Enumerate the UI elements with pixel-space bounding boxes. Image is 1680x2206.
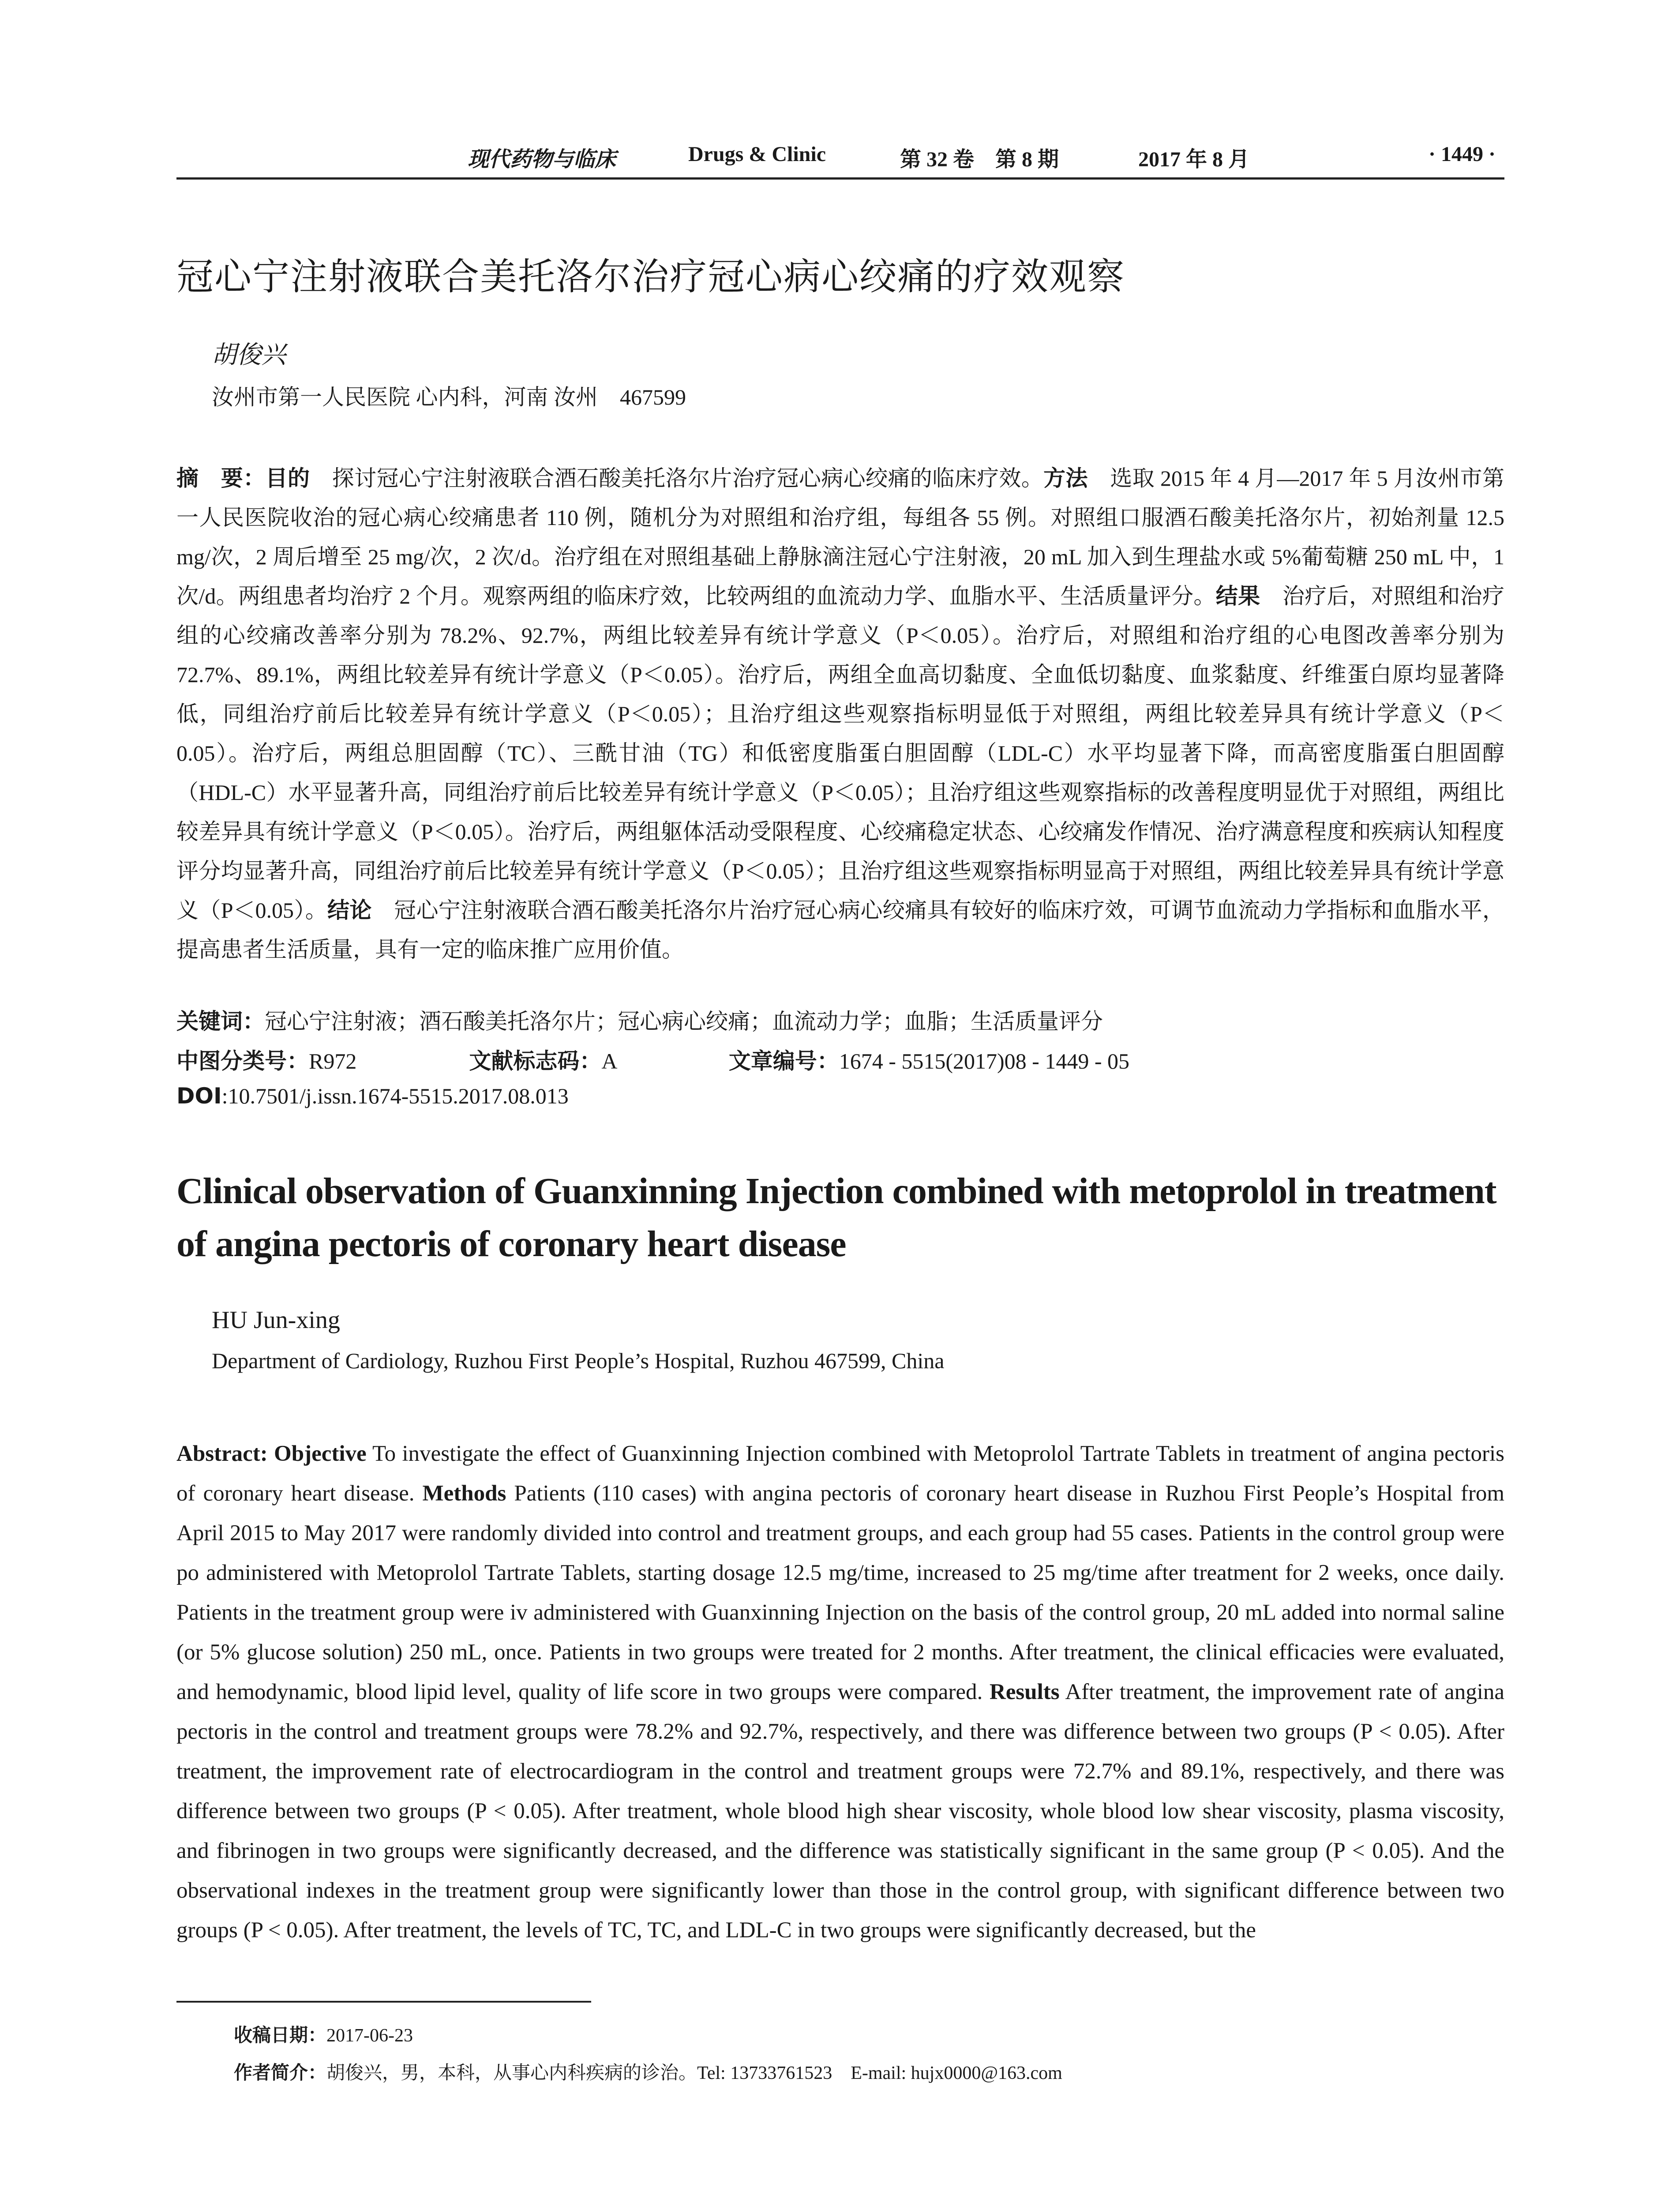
article-no-value: 1674 - 5515(2017)08 - 1449 - 05 [839, 1049, 1129, 1073]
page-number: · 1449 · [1428, 143, 1496, 166]
results-label-en: Results [989, 1680, 1060, 1704]
article-no-label: 文章编号： [728, 1048, 839, 1074]
keywords-label: 关键词： [176, 1009, 265, 1034]
results-text-cn: 治疗后，对照组和治疗组的心绞痛改善率分别为 78.2%、92.7%，两组比较差异有统计学意义（P＜0.05）。治疗后，对照组和治疗组的心电图改善率分别为 72.7%、89.1%，两组比较差异有统计学意义（P＜0.05）。治疗后，两组全血高切黏度、全血低切黏度、血浆黏度、纤维蛋白原均显著降低，同组治疗前后比较差异有统计学意义（P＜0.05）；且治疗组这些观察指标明显低于对照组，两组比较差异具有统计学意义（P＜0.05）。治疗后，两组总胆固醇（TC）、三酰甘油（TG）和低密度脂蛋白胆固醇（LDL-C）水平均显著下降，而高密度脂蛋白胆固醇（HDL-C）水平显著升高，同组治疗前后比较差异有统计学意义（P＜0.05）；且治疗组这些观察指标的改善程度明显优于对照组，两组比较差异具有统计学意义（P＜0.05）。治疗后，两组躯体活动受限程度、心绞痛稳定状态、心绞痛发作情况、治疗满意程度和疾病认知程度评分均显著升高，同组治疗前后比较差异有统计学意义（P＜0.05）；且治疗组这些观察指标明显高于对照组，两组比较差异具有统计学意义（P＜0.05）。 [176, 584, 1505, 923]
affiliation-cn: 汝州市第一人民医院 心内科，河南 汝州 467599 [212, 385, 686, 409]
keywords-value: 冠心宁注射液；酒石酸美托洛尔片；冠心病心绞痛；血流动力学；血脂；生活质量评分 [265, 1009, 1103, 1034]
received-label: 收稿日期： [234, 2024, 327, 2046]
volume-issue: 第 32 卷 第 8 期 [900, 148, 1059, 171]
journal-name-cn: 现代药物与临床 [468, 148, 616, 171]
classification-line [176, 1043, 1504, 1075]
results-text-en: After treatment, the improvement rate of angina pectoris in the control and treatment groups were 78.2% and 92.7%, respectively, and there was difference between two groups (P < 0.05). After treatment, the improvement rate of electrocardiogram in the control and treatment groups were 72.7% and 89.1%, respectively, and there was difference between two groups (P < 0.05). After treatment, whole blood high shear viscosity, whole blood low shear viscosity, plasma viscosity, and fibrinogen in two groups were significantly decreased, and the difference was statistically significant in the same group (P < 0.05). And the observational indexes in the treatment group were significantly lower than those in the control group, with significant difference between two groups (P < 0.05). After treatment, the levels of TC, TC, and LDL-C in two groups were significantly decreased, but the [176, 1680, 1505, 1943]
abstract-label-cn: 摘 要： [176, 465, 266, 491]
doc-code-label: 文献标志码： [469, 1048, 602, 1074]
abstract-en [176, 1434, 1504, 1950]
abstract-cn [176, 459, 1504, 969]
doi-line [176, 1083, 1504, 1109]
author-bio [234, 2058, 1062, 2085]
title-en: Clinical observation of Guanxinning Injection combined with metoprolol in treatment of angina pectoris of coronary heart disease [176, 1171, 1496, 1264]
footnote-divider [176, 2001, 591, 2003]
doc-code-value: A [601, 1049, 616, 1073]
clc-label: 中图分类号： [176, 1048, 309, 1074]
received-value: 2017-06-23 [326, 2026, 413, 2046]
author-en: HU Jun-xing [212, 1306, 340, 1334]
running-header [176, 138, 1504, 180]
doi-label: DOI [176, 1083, 222, 1109]
objective-label-cn: 目的 [265, 465, 310, 491]
issue-date: 2017 年 8 月 [1138, 148, 1250, 171]
conclusion-label-cn: 结论 [327, 897, 372, 923]
doi-value: :10.7501/j.issn.1674-5515.2017.08.013 [221, 1084, 569, 1108]
methods-text-cn: 选取 2015 年 4 月—2017 年 5 月汝州市第一人民医院收治的冠心病心绞痛患者 110 例，随机分为对照组和治疗组，每组各 55 例。对照组口服酒石酸美托洛尔片，初始剂量 12.5 mg/次，2 周后增至 25 mg/次，2 次/d。治疗组在对照组基础上静脉滴注冠心宁注射液，20 mL 加入到生理盐水或 5%葡萄糖 250 mL 中，1 次/d。两组患者均治疗 2 个月。观察两组的临床疗效，比较两组的血流动力学、血脂水平、生活质量评分。 [176, 466, 1505, 608]
methods-label-en: Methods [422, 1481, 506, 1506]
abstract-objective-label-en: Abstract: Objective [176, 1441, 367, 1466]
clc-value: R972 [309, 1049, 357, 1073]
author-cn: 胡俊兴 [212, 341, 286, 369]
received-date [234, 2021, 413, 2047]
conclusion-text-cn: 冠心宁注射液联合酒石酸美托洛尔片治疗冠心病心绞痛具有较好的临床疗效，可调节血流动力学指标和血脂水平，提高患者生活质量，具有一定的临床推广应用价值。 [176, 898, 1505, 962]
objective-text-en: To investigate the effect of Guanxinning Injection combined with Metoprolol Tartrate Tablets in treatment of angina pectoris of coronary heart disease. [176, 1441, 1505, 1506]
keywords-cn [176, 1004, 1504, 1035]
results-label-cn: 结果 [1215, 583, 1260, 609]
methods-text-en: Patients (110 cases) with angina pectoris of coronary heart disease in Ruzhou First People’s Hospital from April 2015 to May 2017 were randomly divided into control and treatment groups, and each group had 55 cases. Patients in the control group were po administered with Metoprolol Tartrate Tablets, starting dosage 12.5 mg/time, increased to 25 mg/time after treatment for 2 weeks, once daily. Patients in the treatment group were iv administered with Guanxinning Injection on the basis of the control group, 20 mL added into normal saline (or 5% glucose solution) 250 mL, once. Patients in two groups were treated for 2 months. After treatment, the clinical efficacies were evaluated, and hemodynamic, blood lipid level, quality of life score in two groups were compared. [176, 1481, 1505, 1704]
journal-name-en: Drugs & Clinic [688, 143, 826, 166]
affiliation-en: Department of Cardiology, Ruzhou First People’s Hospital, Ruzhou 467599, China [212, 1348, 945, 1373]
title-cn: 冠心宁注射液联合美托洛尔治疗冠心病心绞痛的疗效观察 [176, 255, 1125, 298]
objective-text-cn: 探讨冠心宁注射液联合酒石酸美托洛尔片治疗冠心病心绞痛的临床疗效。 [310, 466, 1044, 491]
methods-label-cn: 方法 [1043, 465, 1088, 491]
bio-label: 作者简介： [234, 2062, 327, 2083]
bio-value: 胡俊兴，男，本科，从事心内科疾病的诊治。Tel: 13733761523 E-mail: hujx0000@163.com [326, 2063, 1062, 2083]
